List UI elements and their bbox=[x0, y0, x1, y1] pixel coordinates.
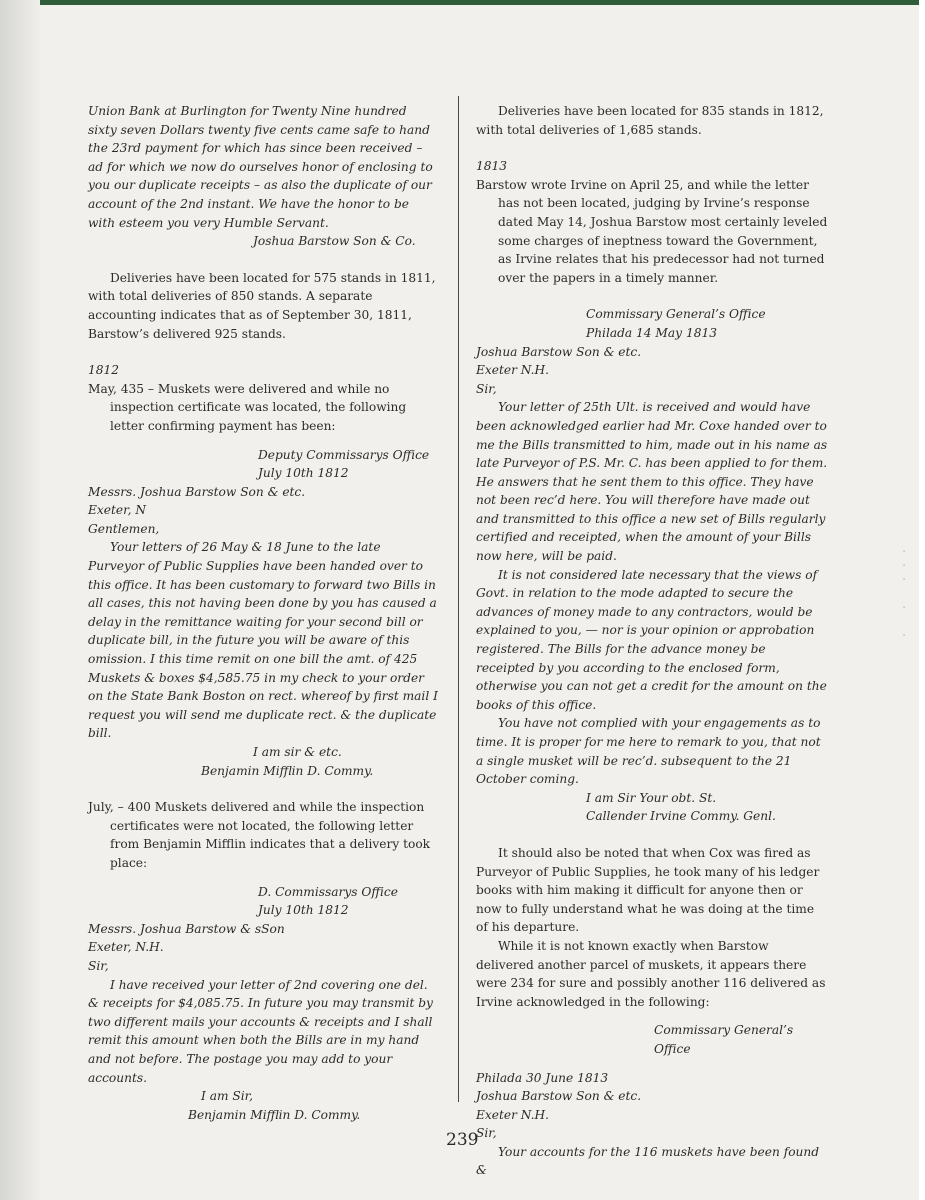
letter4-location: Exeter N.H. bbox=[476, 363, 550, 378]
year-heading-1813: 1813 bbox=[476, 159, 508, 174]
left-column bbox=[88, 102, 438, 1124]
letter2-date: July 10th 1812 bbox=[258, 466, 349, 481]
letter4-body-2: It is not considered late necessary that the views of Govt. in relation to the mode adapted to secure the advances of money made to any contractors, would be explained to you, — nor is your opinion or approbation registered. The Bills for the advance money be receipted by you according to the enclosed form, otherwise you can not get a credit for the amount on the books of this office. bbox=[476, 567, 827, 712]
letter5-date: Philada 30 June 1813 bbox=[476, 1070, 609, 1085]
letter2-body: Your letters of 26 May & 18 June to the late Purveyor of Public Supplies have been handed over to this office. It has been customary to forward two Bills in all cases, this not having been done by you has caused a delay in the remittance waiting for your second bill or duplicate bill, in the future you will be aware of this omission. I this time remit on one bill the amt. of 425 Muskets & boxes $4,585.75 in my check to your order on the State Bank Boston on rect. whereof by first mail I request you will send me duplicate rect. & the duplicate bill. bbox=[88, 540, 438, 741]
letter4-addressee: Joshua Barstow Son & etc. bbox=[476, 344, 642, 359]
page-number: 239 bbox=[446, 1130, 479, 1150]
letter2-office: Deputy Commissarys Office bbox=[258, 447, 430, 462]
letter4-office: Commissary General’s Office bbox=[586, 307, 766, 322]
page-edge bbox=[919, 0, 925, 1200]
parcel-paragraph: While it is not known exactly when Barstow delivered another parcel of muskets, it appears there were 234 for sure and possibly another 116 delivered as Irvine acknowledged in the following: bbox=[476, 938, 826, 1009]
letter4-body-3: You have not complied with your engagements as to time. It is proper for me here to remark to you, that not a single musket will be rec’d. subsequent to the 21 October coming. bbox=[476, 716, 821, 787]
letter1-body: Union Bank at Burlington for Twenty Nine hundred sixty seven Dollars twenty five cents came safe to hand the 23rd payment for which has since been received – ad for which we now do ourselves honor of enclosing to you our duplicate receipts – as also the duplicate of our account of the 2nd instant. We have the honor to be with esteem you very Humble Servant. bbox=[88, 104, 433, 230]
binding-shadow bbox=[0, 0, 40, 1200]
right-column bbox=[476, 102, 828, 1180]
letter5-location: Exeter N.H. bbox=[476, 1107, 550, 1122]
letter2-salutation: Gentlemen, bbox=[88, 521, 160, 536]
letter5-office: Commissary General’s Office bbox=[654, 1023, 794, 1056]
letter4-salutation: Sir, bbox=[476, 381, 497, 396]
letter3-signature: Benjamin Mifflin D. Commy. bbox=[188, 1107, 361, 1122]
letter5-salutation: Sir, bbox=[476, 1126, 497, 1141]
letter4-signature: Callender Irvine Commy. Genl. bbox=[586, 809, 776, 824]
year-heading-1812: 1812 bbox=[88, 363, 120, 378]
letter3-body: I have received your letter of 2nd covering one del. & receipts for $4,085.75. In future you may transmit by two different mails your accounts & receipts and I shall remit this amount when both the Bills are in my hand and not before. The postage you may add to your accounts. bbox=[88, 977, 433, 1085]
letter4-closing: I am Sir Your obt. St. bbox=[586, 790, 717, 805]
letter3-office: D. Commissarys Office bbox=[258, 884, 398, 899]
column-divider bbox=[458, 96, 459, 1102]
july-entry: July, – 400 Muskets delivered and while the inspection certificates were not located, the following letter from Benjamin Mifflin indicates that a delivery took place: bbox=[88, 800, 431, 870]
edge-bleed-marks: ⸱ ⸱ ⸱ ⸱ ⸱ bbox=[903, 547, 906, 640]
barstow-entry: Barstow wrote Irvine on April 25, and while the letter has not been located, judging by Irvine’s response dated May 14, Joshua Barstow most certainly leveled some charges of ineptness toward the Government, as Irvine relates that his predecessor had not turned over the papers in a timely manner. bbox=[476, 177, 828, 285]
letter2-location: Exeter, N bbox=[88, 503, 146, 518]
letter3-location: Exeter, N.H. bbox=[88, 940, 164, 955]
may-entry: May, 435 – Muskets were delivered and while no inspection certificate was located, the following letter confirming payment has been: bbox=[88, 381, 407, 433]
letter2-closing: I am sir & etc. bbox=[253, 745, 342, 759]
top-edge-bar bbox=[0, 0, 925, 5]
letter5-body: Your accounts for the 116 muskets have been found & bbox=[476, 1144, 820, 1178]
deliveries-1812-paragraph: Deliveries have been located for 835 stands in 1812, with total deliveries of 1,685 stands. bbox=[476, 104, 824, 137]
letter5-addressee: Joshua Barstow Son & etc. bbox=[476, 1089, 642, 1104]
letter2-addressee: Messrs. Joshua Barstow Son & etc. bbox=[88, 484, 306, 499]
letter3-salutation: Sir, bbox=[88, 958, 109, 973]
letter4-body-1: Your letter of 25th Ult. is received and would have been acknowledged earlier had Mr. Coxe handed over to me the Bills transmitted to him, made out in his name as late Purveyor of P.S. Mr. C. has been applied to for them. He answers that he sent them to this office. They have not been rec’d here. You will therefore have made out and transmitted to this office a new set of Bills regularly certified and receipted, when the amount of your Bills now here, will be paid. bbox=[476, 400, 828, 564]
letter4-date: Philada 14 May 1813 bbox=[586, 325, 717, 340]
cox-paragraph: It should also be noted that when Cox was fired as Purveyor of Public Supplies, he took many of his ledger books with him making it difficult for anyone then or now to fully understand what he was doing at the time of his departure. bbox=[476, 845, 820, 935]
letter3-date: July 10th 1812 bbox=[258, 903, 349, 918]
letter3-addressee: Messrs. Joshua Barstow & sSon bbox=[88, 921, 285, 936]
letter3-closing: I am Sir, bbox=[201, 1089, 253, 1104]
letter2-signature: Benjamin Mifflin D. Commy. bbox=[201, 763, 374, 778]
deliveries-1811-paragraph: Deliveries have been located for 575 stands in 1811, with total deliveries of 850 stands. A separate accounting indicates that as of September 30, 1811, Barstow’s delivered 925 stands. bbox=[88, 270, 436, 341]
letter1-signature: Joshua Barstow Son & Co. bbox=[253, 234, 416, 249]
